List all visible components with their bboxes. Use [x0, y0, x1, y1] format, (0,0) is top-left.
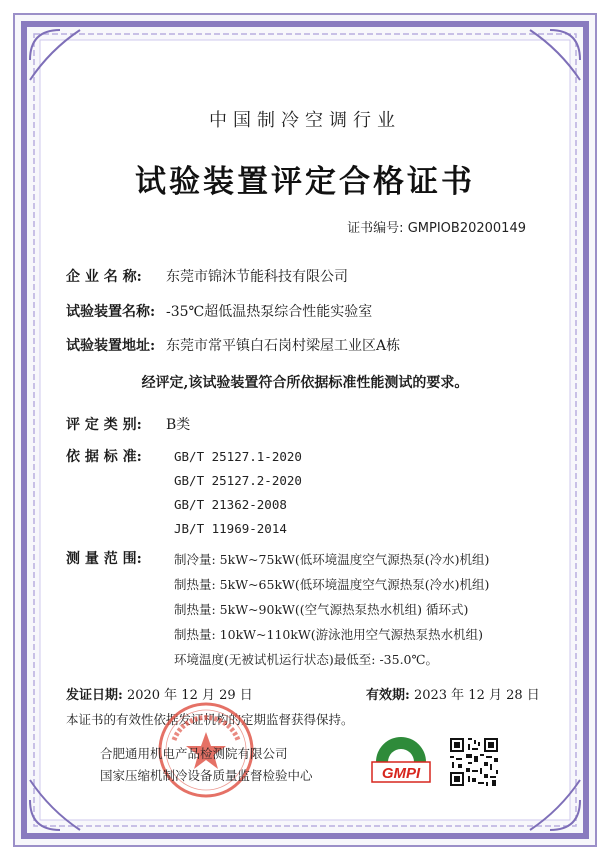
range-item: 制冷量: 5kW~75kW(低环境温度空气源热泵(冷水)机组) [174, 552, 490, 567]
gmpi-logo-text: GMPI [381, 765, 421, 782]
range-label: 测 量 范 围: [66, 551, 142, 567]
gmpi-logo [370, 734, 432, 788]
device-name-value: -35℃超低温热泵综合性能实验室 [166, 304, 373, 320]
device-address-row [66, 335, 400, 355]
company-value: 东莞市锦沐节能科技有限公司 [166, 269, 348, 285]
issuer-name: 国家压缩机制冷设备质量监督检验中心 [100, 768, 313, 783]
standard-item: GB/T 21362-2008 [174, 497, 287, 512]
range-label-row [66, 548, 166, 568]
device-address-value: 东莞市常平镇白石岗村梁屋工业区A栋 [166, 338, 401, 354]
device-name-label: 试验装置名称: [66, 304, 156, 320]
issuer-name: 合肥通用机电产品检测院有限公司 [100, 746, 288, 761]
issue-date-label: 发证日期: [66, 688, 123, 703]
valid-until-value: 2023 年 12 月 28 日 [413, 688, 540, 703]
industry-title: 中国制冷空调行业 [209, 110, 401, 131]
range-item: 制热量: 5kW~90kW((空气源热泵热水机组) 循环式) [174, 602, 469, 617]
certificate-number-value: GMPIOB20200149 [407, 221, 526, 236]
qr-code-icon[interactable] [448, 736, 500, 788]
company-row [66, 266, 348, 286]
standard-item: JB/T 11969-2014 [174, 521, 287, 536]
range-item: 环境温度(无被试机运行状态)最低至: -35.0℃。 [174, 652, 438, 667]
evaluation-statement: 经评定,该试验装置符合所依据标准性能测试的要求。 [141, 375, 469, 391]
rating-row [66, 414, 190, 434]
standards-label: 依 据 标 准: [66, 449, 142, 465]
rating-label: 评 定 类 别: [66, 417, 142, 433]
certificate-number [347, 217, 526, 236]
range-item: 制热量: 10kW~110kW(游泳池用空气源热泵热水机组) [174, 627, 484, 642]
standard-item: GB/T 25127.1-2020 [174, 449, 302, 464]
validity-note: 本证书的有效性依据发证机构的定期监督获得保持。 [66, 712, 354, 727]
valid-until-label: 有效期: [366, 688, 410, 703]
certificate-title: 试验装置评定合格证书 [135, 164, 475, 200]
company-label: 企 业 名 称: [66, 269, 142, 285]
range-item: 制热量: 5kW~65kW(低环境温度空气源热泵(冷水)机组) [174, 577, 490, 592]
standards-label-row [66, 446, 166, 466]
certificate-number-label: 证书编号: [347, 221, 404, 236]
issue-date-value: 2020 年 12 月 29 日 [126, 688, 253, 703]
rating-value: B类 [166, 417, 191, 433]
standard-item: GB/T 25127.2-2020 [174, 473, 302, 488]
valid-until [366, 684, 540, 703]
device-name-row [66, 301, 372, 321]
device-address-label: 试验装置地址: [66, 338, 156, 354]
